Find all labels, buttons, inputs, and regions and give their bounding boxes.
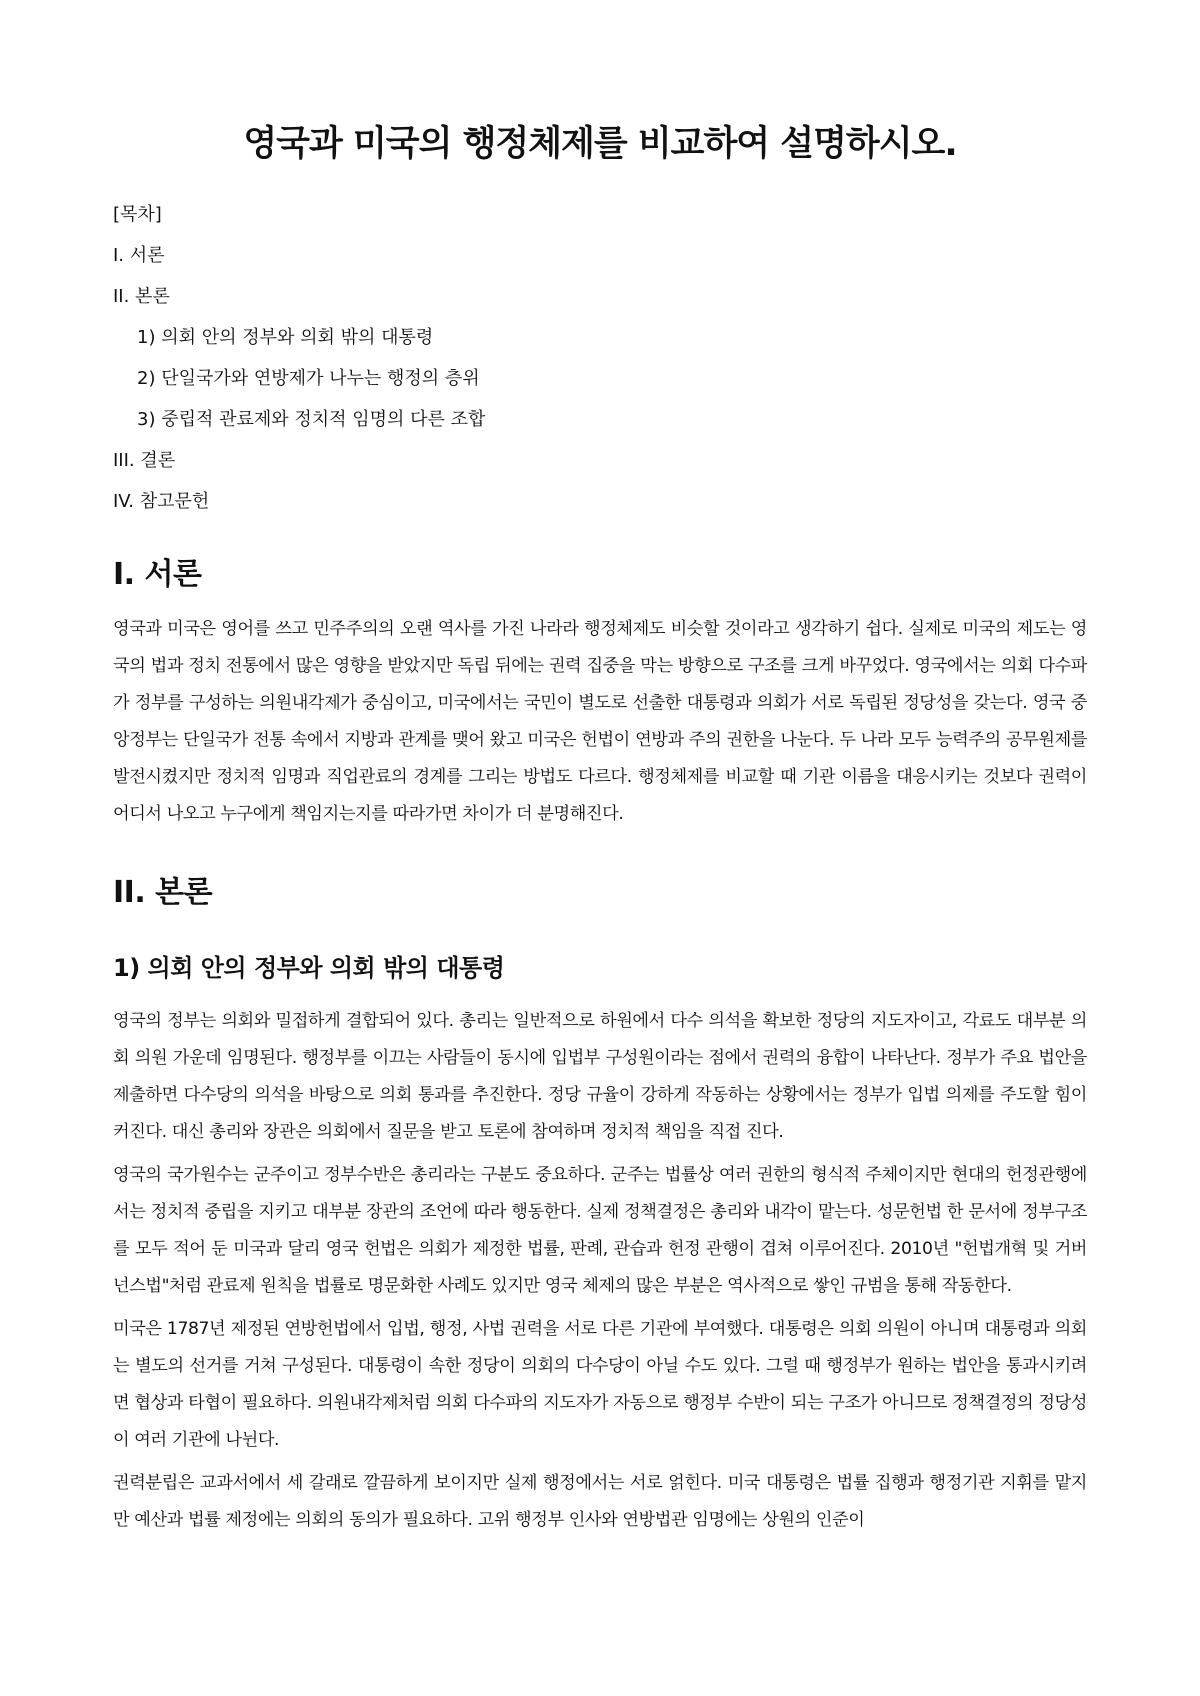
toc-item-body-3: 3) 중립적 관료제와 정치적 임명의 다른 조합 xyxy=(137,409,486,430)
toc-item-references: IV. 참고문헌 xyxy=(113,491,210,512)
body-paragraph-1: 영국의 정부는 의회와 밀접하게 결합되어 있다. 총리는 일반적으로 하원에서 다수 의석을 확보한 정당의 지도자이고, 각료도 대부분 의회 의원 가운데 임명된다. 행정부를 이끄는 사람들이 동시에 입법부 구성원이라는 점에서 권력의 융합이 나타난다. 정부가 주요 법안을 제출하면 다수당의 의석을 바탕으로 의회 통과를 추진한다. 정당 규율이 강하게 작동하는 상황에서는 정부가 입법 의제를 주도할 힘이 커진다. 대신 총리와 장관은 의회에서 질문을 받고 토론에 참여하며 정치적 책임을 직접 진다. xyxy=(113,1011,1087,1142)
section-heading-body: II. 본론 xyxy=(113,875,213,910)
body-paragraph-2: 영국의 국가원수는 군주이고 정부수반은 총리라는 구분도 중요하다. 군주는 법률상 여러 권한의 형식적 주체이지만 현대의 헌정관행에서는 정치적 중립을 지키고 대부분 장관의 조언에 따라 행동한다. 실제 정책결정은 총리와 내각이 맡는다. 성문헌법 한 문서에 정부구조를 모두 적어 둔 미국과 달리 영국 헌법은 의회가 제정한 법률, 판례, 관습과 헌정 관행이 겹쳐 이루어진다. 2010년 "헌법개혁 및 거버넌스법"처럼 관료제 원칙을 법률로 명문화한 사례도 있지만 영국 체제의 많은 부분은 역사적으로 쌓인 규범을 통해 작동한다. xyxy=(113,1165,1087,1296)
subsection-heading-1: 1) 의회 안의 정부와 의회 밖의 대통령 xyxy=(113,954,505,982)
body-paragraph-3: 미국은 1787년 제정된 연방헌법에서 입법, 행정, 사법 권력을 서로 다른 기관에 부여했다. 대통령은 의회 의원이 아니며 대통령과 의회는 별도의 선거를 거쳐 구성된다. 대통령이 속한 정당이 의회의 다수당이 아닐 수도 있다. 그럴 때 행정부가 원하는 법안을 통과시키려면 협상과 타협이 필요하다. 의원내각제처럼 의회 다수파의 지도자가 자동으로 행정부 수반이 되는 구조가 아니므로 정책결정의 정당성이 여러 기관에 나뉜다. xyxy=(113,1319,1087,1450)
toc-heading: [목차] xyxy=(113,204,162,225)
introduction-paragraph: 영국과 미국은 영어를 쓰고 민주주의의 오랜 역사를 가진 나라라 행정체제도 비슷할 것이라고 생각하기 쉽다. 실제로 미국의 제도는 영국의 법과 정치 전통에서 많은 영향을 받았지만 독립 뒤에는 권력 집중을 막는 방향으로 구조를 크게 바꾸었다. 영국에서는 의회 다수파가 정부를 구성하는 의원내각제가 중심이고, 미국에서는 국민이 별도로 선출한 대통령과 의회가 서로 독립된 정당성을 갖는다. 영국 중앙정부는 단일국가 전통 속에서 지방과 관계를 맺어 왔고 미국은 헌법이 연방과 주의 권한을 나눈다. 두 나라 모두 능력주의 공무원제를 발전시켰지만 정치적 임명과 직업관료의 경계를 그리는 방법도 다르다. 행정체제를 비교할 때 기관 이름을 대응시키는 것보다 권력이 어디서 나오고 누구에게 책임지는지를 따라가면 차이가 더 분명해진다. xyxy=(113,619,1087,824)
toc-item-body-1: 1) 의회 안의 정부와 의회 밖의 대통령 xyxy=(137,327,434,348)
document-title: 영국과 미국의 행정체제를 비교하여 설명하시오. xyxy=(243,124,957,164)
toc-item-body: II. 본론 xyxy=(113,286,170,307)
toc-item-conclusion: III. 결론 xyxy=(113,450,176,471)
body-paragraph-4: 권력분립은 교과서에서 세 갈래로 깔끔하게 보이지만 실제 행정에서는 서로 얽힌다. 미국 대통령은 법률 집행과 행정기관 지휘를 맡지만 예산과 법률 제정에는 의회의 동의가 필요하다. 고위 행정부 인사와 연방법관 임명에는 상원의 인준이 xyxy=(113,1473,1087,1530)
toc-item-introduction: I. 서론 xyxy=(113,245,165,266)
table-of-contents xyxy=(113,202,1087,515)
section-heading-introduction: I. 서론 xyxy=(113,557,202,592)
toc-item-body-2: 2) 단일국가와 연방제가 나누는 행정의 층위 xyxy=(137,368,480,389)
